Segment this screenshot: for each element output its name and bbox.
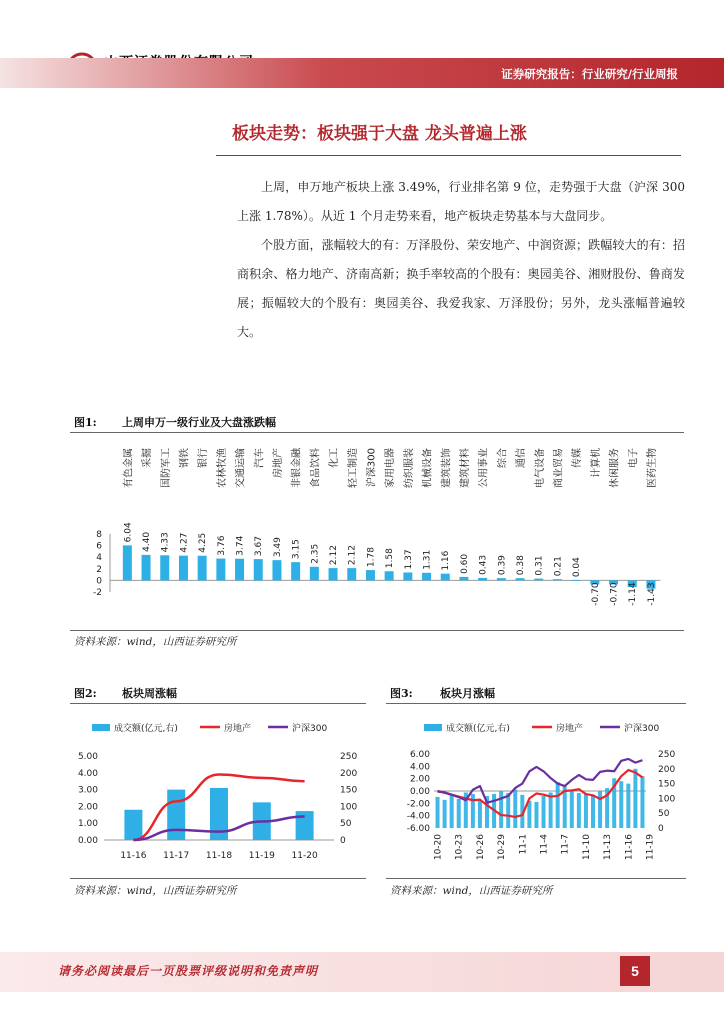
- left-tick: 1.00: [77, 819, 98, 830]
- right-tick: 200: [340, 768, 358, 779]
- value-label: 0.04: [572, 557, 583, 578]
- category-label: 电子: [628, 448, 640, 468]
- value-label: 1.16: [441, 550, 452, 571]
- paragraph-market: 上周，申万地产板块上涨 3.49%，行业排名第 9 位，走势强于大盘（沪深 300 上涨 1.78%）。从近 1 个月走势来看，地产板块走势基本与大盘同步。: [237, 180, 685, 223]
- volume-bar: [633, 769, 637, 828]
- report-type: 证券研究报告：行业研究/行业周报: [501, 67, 678, 81]
- right-tick: 200: [658, 764, 676, 775]
- bar-建筑装饰: [441, 574, 450, 581]
- bar-汽车: [254, 559, 263, 580]
- category-label: 化工: [329, 448, 341, 468]
- volume-bar: [450, 795, 454, 828]
- bar-银行: [198, 556, 207, 581]
- left-tick: 4.00: [409, 762, 430, 773]
- value-label: 0.60: [459, 553, 470, 574]
- y-tick-label: 8: [96, 530, 102, 540]
- category-label: 家用电器: [385, 448, 397, 488]
- volume-bar: [513, 790, 517, 828]
- value-label: 4.40: [142, 531, 153, 552]
- bar-建筑材料: [459, 577, 468, 580]
- category-label: 银行: [198, 448, 210, 468]
- disclaimer-note: 请务必阅读最后一页股票评级说明和免责声明: [58, 964, 319, 978]
- value-label: 2.12: [347, 545, 358, 566]
- volume-bar: [443, 800, 447, 828]
- category-label: 综合: [497, 448, 509, 468]
- category-label: 食品饮料: [310, 448, 322, 488]
- right-tick: 250: [658, 750, 676, 760]
- value-label: 3.74: [235, 535, 246, 556]
- value-label: -1.43: [646, 582, 657, 606]
- bar-交通运输: [235, 559, 244, 581]
- value-label: 4.25: [198, 532, 209, 553]
- figure3-bottom-rule: [386, 878, 686, 879]
- volume-bar: [527, 801, 531, 828]
- right-tick: 250: [340, 752, 358, 762]
- figure2-rule: [70, 703, 366, 704]
- left-tick: 0.00: [409, 787, 430, 797]
- volume-bar: [591, 795, 595, 828]
- figure1-rule: [70, 432, 684, 433]
- left-tick: 6.00: [409, 750, 430, 760]
- bar-有色金属: [123, 545, 132, 580]
- left-tick: -4.00: [406, 811, 430, 822]
- value-label: 0.21: [553, 556, 564, 577]
- y-tick-label: 0: [96, 576, 102, 587]
- figure3-title: 板块月涨幅: [440, 687, 495, 700]
- figure2-title: 板块周涨幅: [122, 687, 177, 700]
- right-tick: 100: [340, 802, 358, 813]
- figure2-bottom-rule: [70, 878, 366, 879]
- volume-bar: [542, 796, 546, 828]
- figure2-chart: [70, 712, 370, 872]
- left-tick: 0.00: [77, 836, 98, 846]
- legend-real-estate: 房地产: [224, 724, 252, 734]
- category-label: 农林牧渔: [216, 448, 228, 488]
- right-tick: 150: [658, 779, 676, 790]
- hs300-line: [438, 759, 643, 803]
- value-label: 3.67: [254, 536, 265, 557]
- x-tick: 10-26: [475, 834, 486, 861]
- figure1-source: 资料来源：wind，山西证券研究所: [74, 636, 237, 648]
- x-tick: 11-20: [291, 851, 318, 861]
- figure1-label: 图1:: [74, 416, 97, 429]
- x-tick: 10-23: [454, 834, 465, 861]
- category-label: 医药生物: [646, 448, 658, 488]
- category-label: 公用事业: [478, 448, 490, 488]
- left-tick: 3.00: [77, 785, 98, 796]
- volume-bar: [556, 782, 560, 828]
- bar-综合: [497, 578, 506, 580]
- category-label: 计算机: [590, 448, 602, 478]
- bar-沪深300: [366, 570, 375, 580]
- figure1-chart: [70, 436, 684, 626]
- right-tick: 0: [658, 824, 664, 834]
- value-label: 1.58: [385, 548, 396, 569]
- x-tick: 11-19: [248, 851, 275, 861]
- page-number: 5: [620, 956, 650, 986]
- value-label: 2.35: [310, 543, 321, 564]
- category-label: 沪深300: [366, 448, 378, 488]
- volume-bar: [577, 793, 581, 828]
- volume-bar: [436, 797, 440, 828]
- x-tick: 11-19: [645, 834, 656, 861]
- bar-公用事业: [478, 578, 487, 580]
- volume-bar: [167, 790, 185, 840]
- x-tick: 11-17: [163, 851, 190, 861]
- x-tick: 11-13: [603, 834, 614, 861]
- category-label: 建筑材料: [459, 448, 471, 488]
- value-label: 3.76: [216, 535, 227, 556]
- category-label: 休闲服务: [609, 448, 621, 488]
- bar-钢铁: [179, 556, 188, 581]
- figure1-bottom-rule: [70, 630, 684, 631]
- volume-bar: [124, 810, 142, 840]
- category-label: 房地产: [272, 448, 284, 478]
- value-label: 1.78: [366, 547, 377, 568]
- volume-bar: [506, 793, 510, 828]
- volume-bar: [619, 781, 623, 828]
- category-label: 轻工制造: [347, 448, 359, 488]
- bar-农林牧渔: [216, 559, 225, 581]
- volume-bar: [549, 792, 553, 828]
- bar-非银金融: [291, 562, 300, 580]
- bar-传媒: [572, 580, 581, 581]
- bar-轻工制造: [347, 568, 356, 580]
- left-tick: -2.00: [406, 799, 430, 810]
- legend-hs300: 沪深300: [292, 724, 328, 734]
- x-tick: 11-16: [624, 834, 635, 861]
- value-label: 3.49: [272, 537, 283, 558]
- legend-hs300: 沪深300: [624, 724, 660, 734]
- value-label: 3.15: [291, 539, 302, 560]
- value-label: 1.31: [422, 549, 433, 570]
- figure3-chart: [386, 712, 688, 876]
- left-tick: 5.00: [77, 752, 98, 762]
- y-tick-label: 6: [96, 541, 102, 552]
- right-tick: 150: [340, 785, 358, 796]
- x-tick: 11-1: [518, 834, 529, 855]
- x-tick: 10-20: [433, 834, 444, 861]
- value-label: -0.70: [609, 582, 620, 606]
- value-label: 2.12: [329, 545, 340, 566]
- value-label: 4.33: [160, 532, 171, 553]
- bar-采掘: [142, 555, 151, 581]
- y-tick-label: -2: [93, 588, 102, 598]
- left-tick: 2.00: [409, 774, 430, 785]
- value-label: 0.38: [516, 555, 527, 576]
- value-label: -1.14: [628, 582, 639, 606]
- legend-swatch-volume: [92, 724, 110, 731]
- bar-通信: [516, 578, 525, 580]
- x-tick: 11-4: [539, 834, 550, 855]
- volume-bar: [640, 776, 644, 828]
- bar-机械设备: [422, 573, 431, 581]
- figure2-label: 图2:: [74, 687, 97, 700]
- bar-商业贸易: [553, 579, 562, 580]
- legend-swatch-volume: [424, 724, 442, 731]
- category-label: 钢铁: [179, 448, 191, 468]
- x-tick: 11-18: [205, 851, 233, 861]
- value-label: -0.70: [590, 582, 601, 606]
- bar-纺织服装: [403, 572, 412, 580]
- value-label: 4.27: [179, 532, 190, 553]
- paragraph-stocks: 个股方面，涨幅较大的有：万泽股份、荣安地产、中润资源；跌幅较大的有：招商积余、格力地产、济南高新；换手率较高的个股有：奥园美谷、湘财股份、鲁商发展；振幅较大的个股有：奥园美谷、我爱我家、万泽股份；另外，龙头涨幅普遍较大。: [237, 238, 685, 339]
- legend-real-estate: 房地产: [556, 724, 584, 734]
- bar-化工: [329, 568, 338, 580]
- category-label: 汽车: [254, 448, 266, 468]
- category-label: 采掘: [142, 448, 154, 468]
- volume-bar: [534, 802, 538, 828]
- right-tick: 0: [340, 836, 346, 846]
- x-tick: 11-7: [560, 834, 571, 855]
- section-title: 板块走势：板块强于大盘 龙头普遍上涨: [232, 124, 527, 144]
- legend-volume: 成交额(亿元,右): [114, 724, 178, 734]
- category-label: 建筑装饰: [441, 448, 453, 488]
- category-label: 交通运输: [235, 448, 247, 488]
- right-tick: 100: [658, 794, 676, 805]
- y-tick-label: 4: [96, 553, 102, 564]
- bar-电气设备: [534, 579, 543, 581]
- bar-食品饮料: [310, 567, 319, 581]
- value-label: 0.43: [478, 554, 489, 575]
- category-label: 机械设备: [422, 448, 434, 488]
- value-label: 6.04: [123, 522, 134, 543]
- volume-bar: [598, 791, 602, 828]
- y-tick-label: 2: [96, 564, 102, 575]
- title-divider: [216, 155, 681, 156]
- bar-国防军工: [160, 555, 169, 580]
- left-tick: 4.00: [77, 768, 98, 779]
- category-label: 有色金属: [123, 448, 135, 488]
- category-label: 通信: [516, 448, 528, 468]
- right-tick: 50: [340, 819, 352, 830]
- bar-房地产: [272, 560, 281, 580]
- volume-bar: [499, 791, 503, 828]
- x-tick: 10-29: [497, 834, 508, 861]
- volume-bar: [584, 794, 588, 828]
- figure3-label: 图3:: [390, 687, 413, 700]
- value-label: 0.31: [534, 555, 545, 576]
- volume-bar: [457, 799, 461, 828]
- figure2-source: 资料来源：wind，山西证券研究所: [74, 885, 237, 897]
- x-tick: 11-10: [581, 834, 592, 861]
- volume-bar: [570, 790, 574, 828]
- x-tick: 11-16: [120, 851, 147, 861]
- category-label: 纺织服装: [403, 448, 415, 488]
- category-label: 商业贸易: [553, 448, 565, 488]
- volume-bar: [478, 800, 482, 828]
- left-tick: 2.00: [77, 802, 98, 813]
- figure3-rule: [386, 703, 686, 704]
- right-tick: 50: [658, 809, 670, 820]
- category-label: 国防军工: [160, 448, 172, 488]
- real-estate-line: [438, 770, 643, 817]
- value-label: 1.37: [403, 549, 414, 570]
- volume-bar: [626, 784, 630, 828]
- left-tick: -6.00: [406, 824, 430, 834]
- legend-volume: 成交额(亿元,右): [446, 724, 510, 734]
- category-label: 传媒: [572, 448, 584, 469]
- figure3-source: 资料来源：wind，山西证券研究所: [390, 885, 553, 897]
- category-label: 非银金融: [291, 448, 303, 488]
- figure1-title: 上周申万一级行业及大盘涨跌幅: [122, 416, 276, 429]
- bar-家用电器: [385, 571, 394, 580]
- category-label: 电气设备: [534, 448, 546, 488]
- value-label: 0.39: [497, 555, 508, 576]
